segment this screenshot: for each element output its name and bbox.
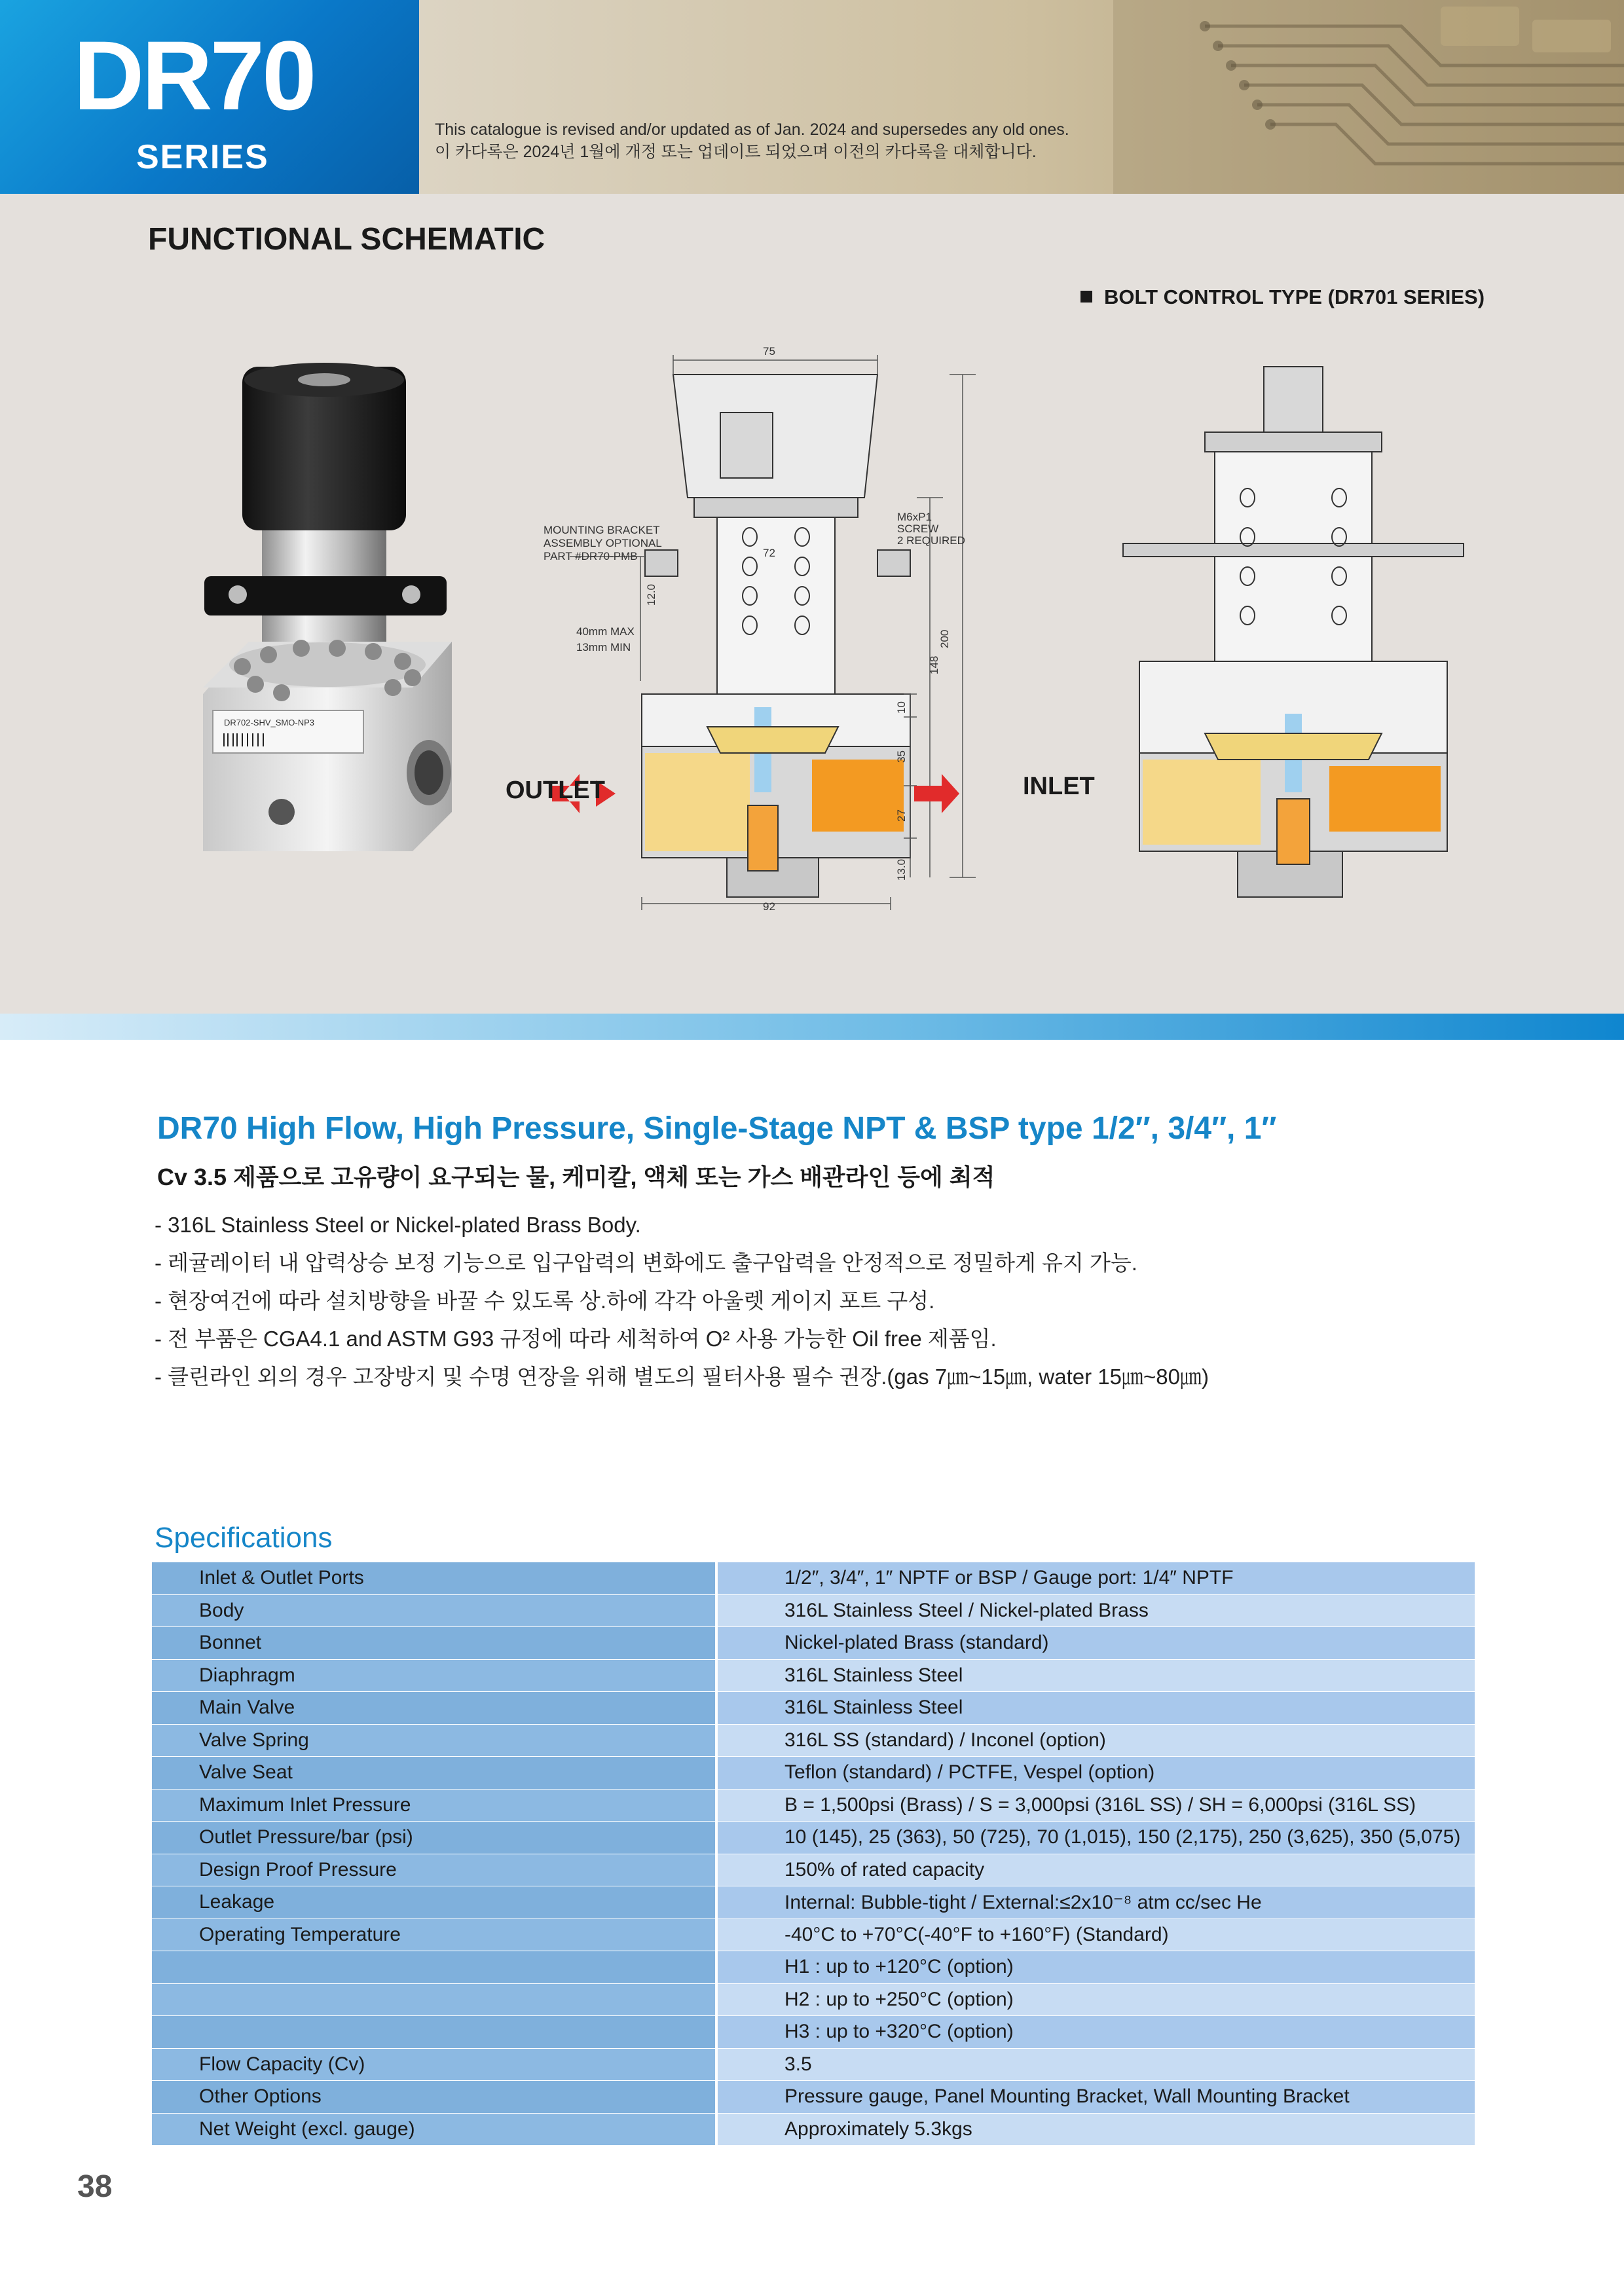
schematic-title: FUNCTIONAL SCHEMATIC — [148, 222, 545, 257]
feature-item: - 클린라인 외의 경우 고장방지 및 수명 연장을 위해 별도의 필터사용 필수 권장.(gas 7㎛~15㎛, water 15㎛~80㎛) — [155, 1365, 1209, 1389]
spec-value: 3.5 — [718, 2048, 1475, 2081]
outlet-label: OUTLET — [506, 777, 605, 804]
spec-key — [152, 1983, 715, 2016]
spec-row — [152, 1757, 1475, 1790]
spec-value: 10 (145), 25 (363), 50 (725), 70 (1,015), 150 (2,175), 250 (3,625), 350 (5,075) — [718, 1822, 1475, 1854]
spec-row — [152, 1789, 1475, 1822]
spec-key: Operating Temperature — [152, 1919, 715, 1951]
spec-row — [152, 1822, 1475, 1854]
notice-english: This catalogue is revised and/or updated as of Jan. 2024 and supersedes any old ones. — [435, 120, 1069, 139]
dim-27: 27 — [895, 809, 908, 822]
bracket-note-1: MOUNTING BRACKET — [544, 524, 660, 536]
spec-row — [152, 1886, 1475, 1919]
spec-value: 316L Stainless Steel — [718, 1692, 1475, 1725]
feature-list — [155, 1206, 1504, 1396]
spec-key: Flow Capacity (Cv) — [152, 2048, 715, 2081]
spec-row — [152, 1919, 1475, 1951]
spec-row — [152, 2048, 1475, 2081]
spec-key: Bonnet — [152, 1627, 715, 1660]
spec-key: Main Valve — [152, 1692, 715, 1725]
spec-key: Valve Seat — [152, 1757, 715, 1790]
spec-value: 316L Stainless Steel / Nickel-plated Brass — [718, 1594, 1475, 1627]
dim-12: 12.0 — [645, 583, 657, 606]
spec-row — [152, 1951, 1475, 1984]
dim-max: 40mm MAX — [576, 625, 635, 638]
screw-note-1: M6xP1 — [897, 511, 932, 523]
spec-value: H1 : up to +120°C (option) — [718, 1951, 1475, 1984]
spec-key: Leakage — [152, 1886, 715, 1919]
spec-value: 1/2″, 3/4″, 1″ NPTF or BSP / Gauge port: 1/4″ NPTF — [718, 1562, 1475, 1594]
header-banner-image — [419, 0, 1624, 194]
catalogue-notice — [435, 119, 1069, 164]
screw-note-2: SCREW — [897, 523, 939, 535]
model-name: DR70 — [73, 20, 314, 130]
bolt-control-type-label — [1080, 285, 1485, 309]
spec-key: Body — [152, 1594, 715, 1627]
spec-value: B = 1,500psi (Brass) / S = 3,000psi (316L SS) / SH = 6,000psi (316L SS) — [718, 1789, 1475, 1822]
spec-row — [152, 1659, 1475, 1692]
spec-row — [152, 1594, 1475, 1627]
spec-row — [152, 2016, 1475, 2049]
product-photo — [177, 354, 491, 851]
feature-item: - 316L Stainless Steel or Nickel-plated Brass Body. — [155, 1213, 641, 1237]
screw-note-3: 2 REQUIRED — [897, 534, 965, 547]
product-label-text: DR702-SHV_SMO-NP3 — [224, 718, 314, 727]
spec-key: Other Options — [152, 2081, 715, 2114]
spec-key: Design Proof Pressure — [152, 1854, 715, 1886]
dim-top-width: 75 — [763, 345, 775, 358]
feature-item: - 현장여건에 따라 설치방향을 바꿀 수 있도록 상.하에 각각 아울렛 게이지 포트 구성. — [155, 1289, 935, 1313]
series-badge — [0, 0, 419, 194]
spec-key: Valve Spring — [152, 1724, 715, 1757]
specifications-table — [152, 1562, 1475, 2146]
bracket-note-3: PART #DR70-PMB — [544, 550, 638, 562]
spec-row — [152, 2113, 1475, 2146]
spec-value: 316L Stainless Steel — [718, 1659, 1475, 1692]
divider-stripe — [0, 1014, 1624, 1040]
spec-value: -40°C to +70°C(-40°F to +160°F) (Standard) — [718, 1919, 1475, 1951]
spec-value: Approximately 5.3kgs — [718, 2113, 1475, 2146]
page-number: 38 — [77, 2169, 113, 2204]
spec-value: 150% of rated capacity — [718, 1854, 1475, 1886]
page-header — [0, 0, 1624, 194]
dim-overall-height: 200 — [938, 629, 951, 648]
bolt-control-type-text: BOLT CONTROL TYPE (DR701 SERIES) — [1104, 285, 1485, 308]
dim-10: 10 — [895, 701, 908, 714]
spec-key: Maximum Inlet Pressure — [152, 1789, 715, 1822]
spec-key: Outlet Pressure/bar (psi) — [152, 1822, 715, 1854]
spec-value: Teflon (standard) / PCTFE, Vespel (option) — [718, 1757, 1475, 1790]
series-label: SERIES — [136, 138, 269, 176]
spec-key — [152, 2016, 715, 2049]
spec-key: Inlet & Outlet Ports — [152, 1562, 715, 1594]
spec-value: Pressure gauge, Panel Mounting Bracket, Wall Mounting Bracket — [718, 2081, 1475, 2114]
dim-bracket-width: 72 — [763, 547, 775, 559]
spec-value: H3 : up to +320°C (option) — [718, 2016, 1475, 2049]
bracket-note-2: ASSEMBLY OPTIONAL — [544, 537, 662, 549]
spec-key — [152, 1951, 715, 1984]
inlet-label: INLET — [1023, 773, 1095, 800]
bolt-control-drawing — [1107, 340, 1486, 930]
spec-key: Diaphragm — [152, 1659, 715, 1692]
square-bullet-icon — [1080, 291, 1092, 303]
spec-row — [152, 2081, 1475, 2114]
spec-value: 316L SS (standard) / Inconel (option) — [718, 1724, 1475, 1757]
spec-row — [152, 1627, 1475, 1660]
spec-row — [152, 1562, 1475, 1594]
spec-value: H2 : up to +250°C (option) — [718, 1983, 1475, 2016]
spec-value: Internal: Bubble-tight / External:≤2x10⁻⁸ atm cc/sec He — [718, 1886, 1475, 1919]
circuit-board-graphic — [419, 0, 1624, 194]
spec-row — [152, 1983, 1475, 2016]
product-title: DR70 High Flow, High Pressure, Single-Stage NPT & BSP type 1/2″, 3/4″, 1″ — [157, 1111, 1277, 1146]
sectional-drawing — [498, 340, 1107, 930]
spec-row — [152, 1854, 1475, 1886]
spec-key: Net Weight (excl. gauge) — [152, 2113, 715, 2146]
dim-min: 13mm MIN — [576, 641, 631, 653]
specifications-title: Specifications — [155, 1522, 333, 1554]
product-subtitle: Cv 3.5 제품으로 고유량이 요구되는 물, 케미칼, 액체 또는 가스 배관라인 등에 최적 — [157, 1164, 995, 1190]
spec-row — [152, 1692, 1475, 1725]
dim-base-width: 92 — [763, 900, 775, 913]
feature-item: - 전 부품은 CGA4.1 and ASTM G93 규정에 따라 세척하여 O² 사용 가능한 Oil free 제품임. — [155, 1327, 997, 1351]
dim-13: 13.0 — [895, 858, 908, 881]
feature-item: - 레귤레이터 내 압력상승 보정 기능으로 입구압력의 변화에도 출구압력을 안정적으로 정밀하게 유지 가능. — [155, 1251, 1137, 1275]
notice-korean: 이 카다록은 2024년 1월에 개정 또는 업데이트 되었으며 이전의 카다록을 대체합니다. — [435, 142, 1037, 161]
spec-value: Nickel-plated Brass (standard) — [718, 1627, 1475, 1660]
dim-body-height: 148 — [928, 655, 940, 674]
dim-35: 35 — [895, 750, 908, 763]
spec-row — [152, 1724, 1475, 1757]
